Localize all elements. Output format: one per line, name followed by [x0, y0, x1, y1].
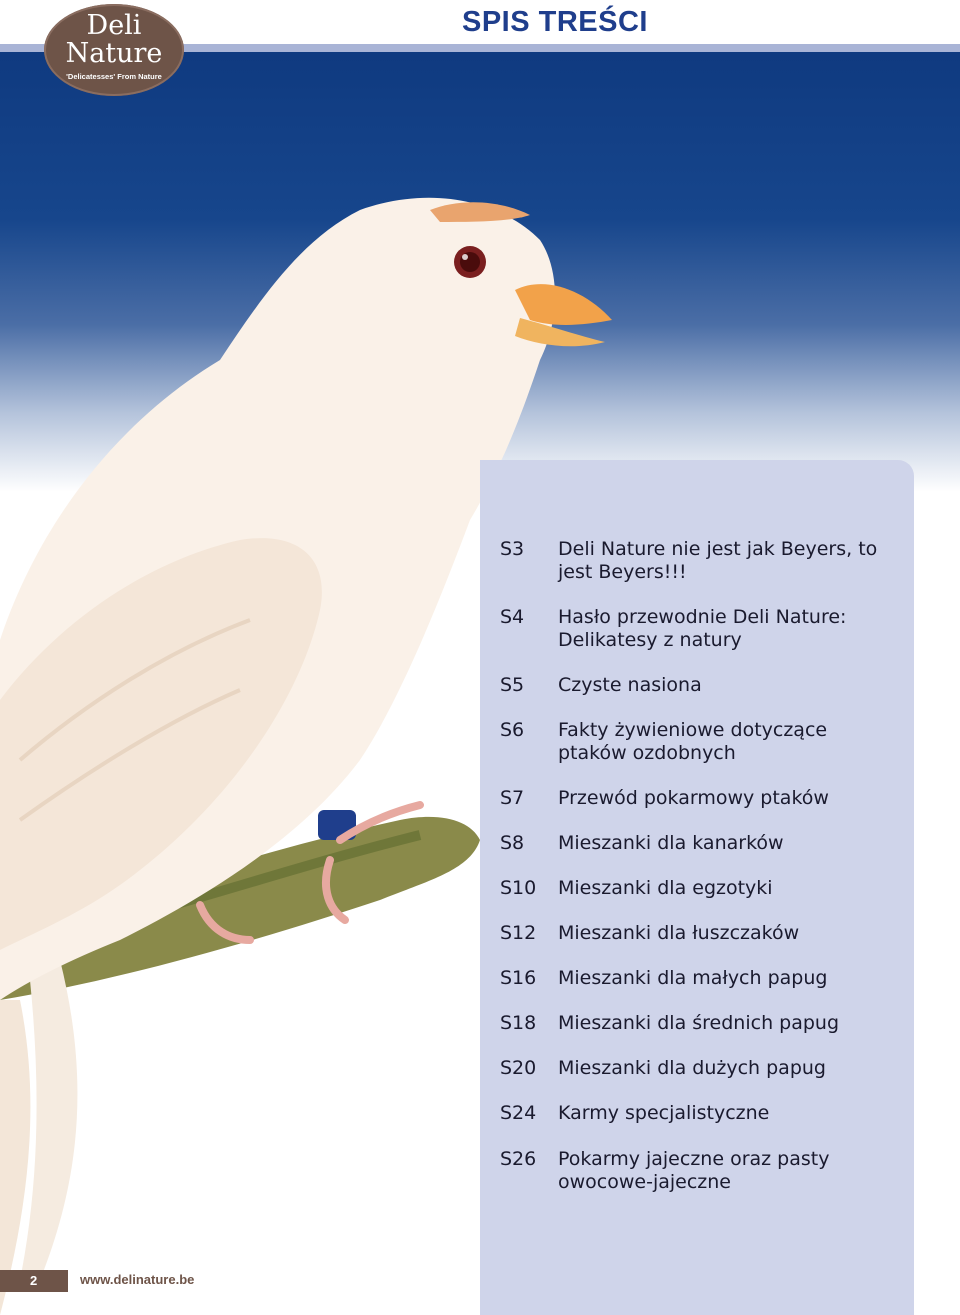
toc-title: Mieszanki dla dużych papug — [558, 1057, 826, 1079]
toc-title: Fakty żywieniowe dotyczące ptaków ozdobnych — [558, 719, 828, 764]
footer-page-number: 2 — [0, 1270, 68, 1292]
toc-title: Czyste nasiona — [558, 674, 702, 696]
toc-title: Deli Nature nie jest jak Beyers, to jest Beyers!!! — [558, 538, 878, 583]
page-title: SPIS TREŚCI — [462, 6, 648, 38]
toc-page-number: S26 — [500, 1148, 537, 1170]
footer-website[interactable]: www.delinature.be — [80, 1272, 195, 1287]
toc-title: Pokarmy jajeczne oraz pasty owocowe-jajeczne — [558, 1148, 830, 1193]
toc-title: Hasło przewodnie Deli Nature: Delikatesy z natury — [558, 606, 847, 651]
toc-title: Mieszanki dla kanarków — [558, 832, 784, 854]
toc-page-number: S5 — [500, 674, 525, 696]
toc-page-number: S4 — [500, 606, 525, 628]
toc-page-number: S12 — [500, 922, 537, 944]
toc-page-number: S8 — [500, 832, 525, 854]
deli-nature-logo — [44, 4, 184, 96]
toc-page-number: S16 — [500, 967, 537, 989]
toc-page-number: S3 — [500, 538, 525, 560]
toc-page-number: S10 — [500, 877, 537, 899]
logo-tagline: 'Delicatesses' From Nature — [66, 72, 162, 81]
toc-title: Mieszanki dla małych papug — [558, 967, 828, 989]
toc-page-number: S6 — [500, 719, 525, 741]
logo-text-line1: Deli — [86, 10, 142, 41]
logo-text-line2: Nature — [65, 38, 163, 69]
toc-page-number: S24 — [500, 1102, 537, 1124]
toc-title: Mieszanki dla średnich papug — [558, 1012, 840, 1034]
toc-page-number: S18 — [500, 1012, 537, 1034]
toc-title: Mieszanki dla łuszczaków — [558, 922, 800, 944]
toc-page-number: S20 — [500, 1057, 537, 1079]
toc-page-number: S7 — [500, 787, 525, 809]
toc-title: Przewód pokarmowy ptaków — [558, 787, 829, 809]
toc-title: Karmy specjalistyczne — [558, 1102, 770, 1124]
toc-title: Mieszanki dla egzotyki — [558, 877, 773, 899]
